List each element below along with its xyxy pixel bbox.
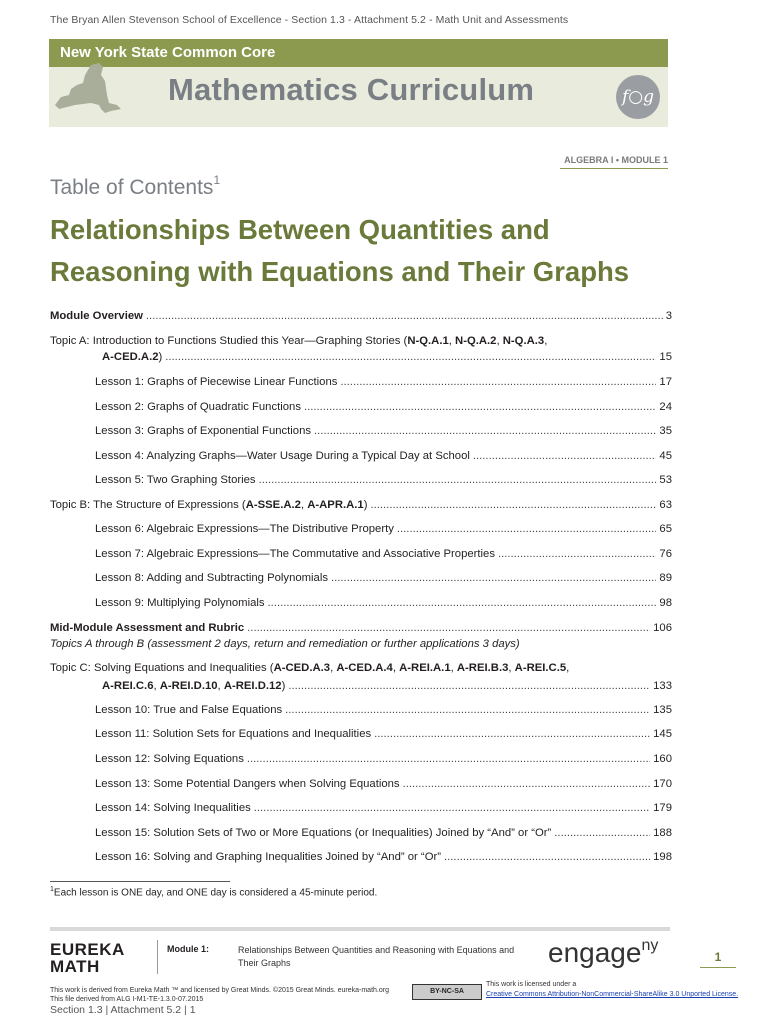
page-number: 1: [714, 950, 722, 964]
toc-entry-lesson: Lesson 4: Analyzing Graphs—Water Usage During a Typical Day at School ..... 45: [95, 448, 672, 464]
toc-entry-lesson: Lesson 15: Solution Sets of Two or More Equations (or Inequalities) Joined by “And” or “Or” ..... 188: [95, 825, 672, 841]
toc-entry-topic-b: Topic B: The Structure of Expressions (A-SSE.A.2, A-APR.A.1) ..... 63: [50, 497, 672, 513]
toc-entry-lesson: Lesson 7: Algebraic Expressions—The Commutative and Associative Properties ..... 76: [95, 546, 672, 562]
footer-bar: [50, 927, 670, 931]
toc-entry-topic-a-line-2: A-CED.A.2) ..... 15: [102, 349, 672, 365]
footer-module-title: Relationships Between Quantities and Reasoning with Equations and Their Graphs: [238, 945, 515, 968]
banner-title-area: [49, 67, 668, 127]
toc-entry-lesson: Lesson 1: Graphs of Piecewise Linear Functions ..... 17: [95, 374, 672, 390]
license-link[interactable]: Creative Commons Attribution-NonCommercial-ShareAlike 3.0 Unported License.: [486, 991, 739, 998]
toc-entry-topic-c-line-1: Topic C: Solving Equations and Inequalities (A-CED.A.3, A-CED.A.4, A-REI.A.1, A-REI.B.3, A-REI.C.5,: [50, 662, 570, 674]
footer-divider: [157, 940, 158, 974]
page-number-rule: [700, 967, 736, 968]
toc-entry-lesson: Lesson 9: Multiplying Polynomials ..... 98: [95, 595, 672, 611]
toc-entry-module-overview: Module Overview ..... 3: [50, 308, 672, 324]
toc-entry-lesson: Lesson 13: Some Potential Dangers when Solving Equations ..... 170: [95, 776, 672, 792]
module-title: [50, 209, 670, 293]
new-york-state-map-icon: [51, 61, 123, 125]
toc-entry-lesson: Lesson 10: True and False Equations ..... 135: [95, 702, 672, 718]
module-label-rule: [560, 168, 668, 169]
footnote-rule: [50, 881, 230, 882]
toc-heading: Table of Contents$^1$: [50, 173, 221, 199]
document-header-note: The Bryan Allen Stevenson School of Excellence - Section 1.3 - Attachment 5.2 - Math Unit and Assessments: [50, 14, 569, 26]
legal-notice: This work is derived from Eureka Math ™ and licensed by Great Minds. ©2015 Great Minds. eureka-math.org This file derived from ALG I-M1-TE-1.3.0-07.2015: [50, 987, 389, 1003]
toc-entry-topic-c-line-2: A-REI.C.6, A-REI.D.10, A-REI.D.12) ..... 133: [102, 678, 672, 694]
toc-entry-lesson: Lesson 16: Solving and Graphing Inequalities Joined by “And” or “Or” ..... 198: [95, 849, 672, 865]
toc-footnote-marker: 1: [213, 173, 221, 187]
function-composition-logo: f○g: [616, 75, 660, 119]
toc-entry-lesson: Lesson 12: Solving Equations ..... 160: [95, 751, 672, 767]
creative-commons-badge-icon: BY-NC-SA: [412, 984, 482, 1000]
banner-title: Mathematics Curriculum: [168, 72, 535, 107]
toc-entry-lesson: Lesson 14: Solving Inequalities ..... 179: [95, 800, 672, 816]
toc-entry-lesson: Lesson 8: Adding and Subtracting Polynomials ..... 89: [95, 570, 672, 586]
toc-entry-topic-a-line-1: Topic A: Introduction to Functions Studied this Year—Graphing Stories (N-Q.A.1, N-Q.A.2, N-Q.A.3,: [50, 335, 548, 347]
curriculum-banner: [49, 39, 668, 127]
banner-state-label: New York State Common Core: [49, 39, 668, 67]
toc-mid-module-note: Topics A through B (assessment 2 days, return and remediation or further applications 3 days): [50, 638, 520, 650]
toc-entry-lesson: Lesson 5: Two Graphing Stories ..... 53: [95, 472, 672, 488]
module-title-line-2: Reasoning with Equations and Their Graphs: [50, 256, 630, 287]
toc-entry-lesson: Lesson 3: Graphs of Exponential Functions ..... 35: [95, 423, 672, 439]
document-footer-note: Section 1.3 | Attachment 5.2 | 1: [50, 1004, 196, 1016]
toc-entry-lesson: Lesson 6: Algebraic Expressions—The Distributive Property ..... 65: [95, 521, 672, 537]
module-label: ALGEBRA I • MODULE 1: [564, 155, 668, 165]
toc-entry-mid-module-assessment: Mid-Module Assessment and Rubric ..... 106: [50, 620, 672, 636]
toc-entry-lesson: Lesson 11: Solution Sets for Equations and Inequalities ..... 145: [95, 726, 672, 742]
module-title-line-1: Relationships Between Quantities and: [50, 214, 550, 245]
engageny-logo: engage$^{ny}$: [548, 937, 659, 968]
footer-module-label: Module 1:: [167, 944, 209, 954]
footnote: $^1$Each lesson is ONE day, and ONE day is considered a 45-minute period.: [50, 886, 378, 899]
eureka-math-logo: EUREKA MATH: [50, 940, 125, 976]
license-notice: This work is licensed under a Creative Commons Attribution-NonCommercial-ShareAlike 3.0 Unported License.: [486, 981, 739, 998]
toc-entry-lesson: Lesson 2: Graphs of Quadratic Functions ..... 24: [95, 399, 672, 415]
